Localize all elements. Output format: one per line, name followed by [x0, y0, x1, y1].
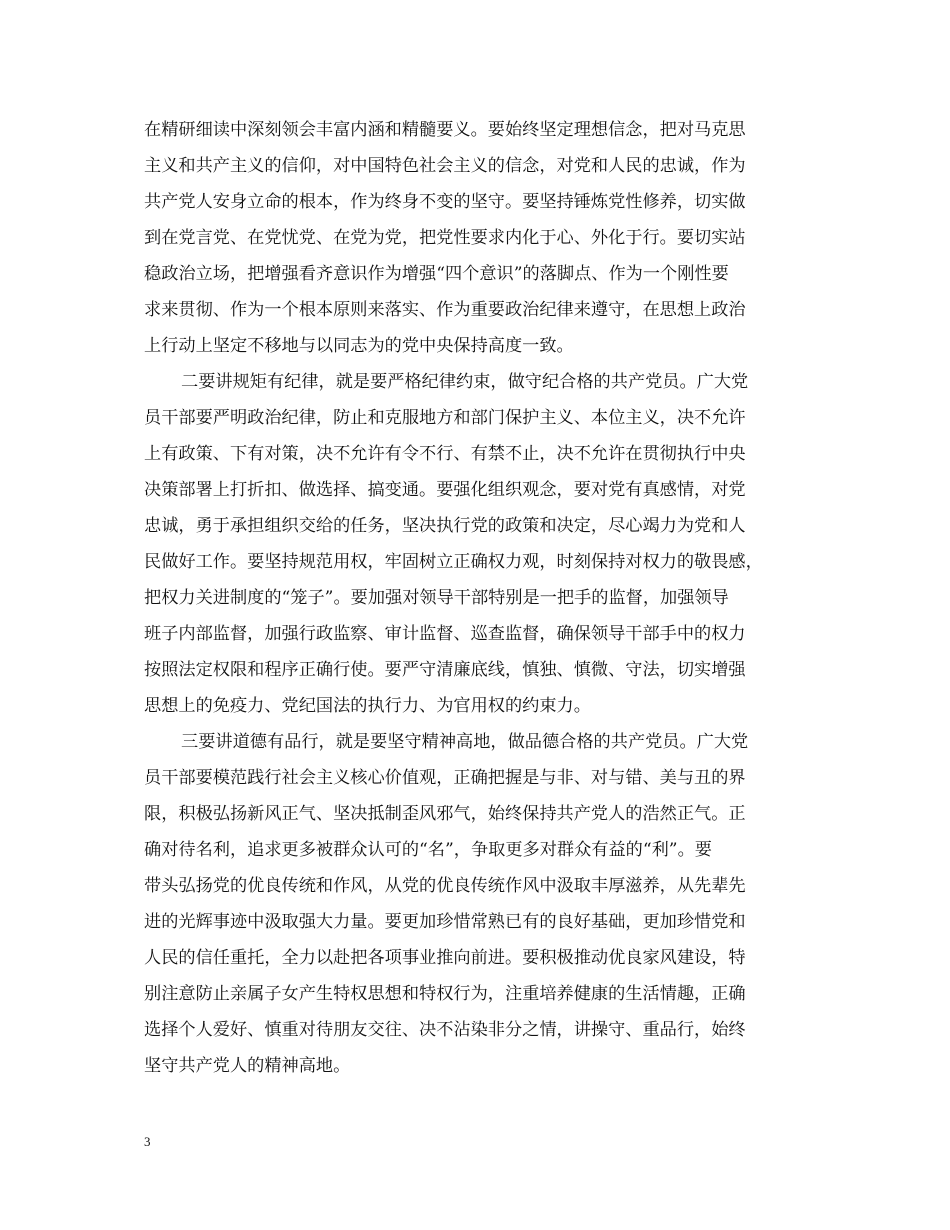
text-line: 带头弘扬党的优良传统和作风，从党的优良传统作风中汲取丰厚滋养，从先辈先	[144, 876, 746, 896]
text-line: 别注意防止亲属子女产生特权思想和特权行为，注重培养健康的生活情趣，正确	[144, 984, 746, 1004]
text-line: 思想上的免疫力、党纪国法的执行力、为官用权的约束力。	[144, 696, 591, 716]
text-line: 选择个人爱好、慎重对待朋友交往、决不沾染非分之情，讲操守、重品行，始终	[144, 1020, 746, 1040]
text-line: 按照法定权限和程序正确行使。要严守清廉底线，慎独、慎微、守法，切实增强	[144, 660, 746, 680]
text-line: 稳政治立场，把增强看齐意识作为增强“四个意识”的落脚点、作为一个刚性要	[144, 264, 729, 284]
body-text	[144, 112, 824, 1084]
page-number: 3	[144, 1134, 151, 1149]
text-line: 员干部要严明政治纪律，防止和克服地方和部门保护主义、本位主义，决不允许	[144, 408, 746, 428]
text-line: 确对待名利，追求更多被群众认可的“名”，争取更多对群众有益的“利”。要	[144, 840, 712, 860]
text-line: 到在党言党、在党忧党、在党为党，把党性要求内化于心、外化于行。要切实站	[144, 228, 746, 248]
paragraph-start-line: 三要讲道德有品行，就是要坚守精神高地，做品德合格的共产党员。广大党	[181, 732, 749, 752]
paragraph-start-line: 二要讲规矩有纪律，就是要严格纪律约束，做守纪合格的共产党员。广大党	[181, 372, 749, 392]
text-line: 上行动上坚定不移地与以同志为的党中央保持高度一致。	[144, 336, 574, 356]
text-line: 进的光辉事迹中汲取强大力量。要更加珍惜常熟已有的良好基础，更加珍惜党和	[144, 912, 746, 932]
text-line: 限，积极弘扬新风正气、坚决抵制歪风邪气，始终保持共产党人的浩然正气。正	[144, 804, 746, 824]
text-line: 坚守共产党人的精神高地。	[144, 1056, 351, 1076]
text-line: 决策部署上打折扣、做选择、搞变通。要强化组织观念，要对党有真感情，对党	[144, 480, 746, 500]
text-line: 上有政策、下有对策，决不允许有令不行、有禁不止，决不允许在贯彻执行中央	[144, 444, 746, 464]
text-line: 共产党人安身立命的根本，作为终身不变的坚守。要坚持锤炼党性修养，切实做	[144, 192, 746, 212]
text-line: 班子内部监督，加强行政监察、审计监督、巡查监督，确保领导干部手中的权力	[144, 624, 746, 644]
text-line: 在精研细读中深刻领会丰富内涵和精髓要义。要始终坚定理想信念，把对马克思	[144, 120, 746, 140]
text-line: 主义和共产主义的信仰，对中国特色社会主义的信念，对党和人民的忠诚，作为	[144, 156, 746, 176]
text-line: 求来贯彻、作为一个根本原则来落实、作为重要政治纪律来遵守，在思想上政治	[144, 300, 746, 320]
text-line: 员干部要模范践行社会主义核心价值观，正确把握是与非、对与错、美与丑的界	[144, 768, 746, 788]
text-line: 把权力关进制度的“笼子”。要加强对领导干部特别是一把手的监督，加强领导	[144, 588, 729, 608]
text-line: 忠诚，勇于承担组织交给的任务，坚决执行党的政策和决定，尽心竭力为党和人	[144, 516, 746, 536]
text-line: 人民的信任重托，全力以赴把各项事业推向前进。要积极推动优良家风建设，特	[144, 948, 746, 968]
text-line: 民做好工作。要坚持规范用权，牢固树立正确权力观，时刻保持对权力的敬畏感，	[144, 552, 763, 572]
